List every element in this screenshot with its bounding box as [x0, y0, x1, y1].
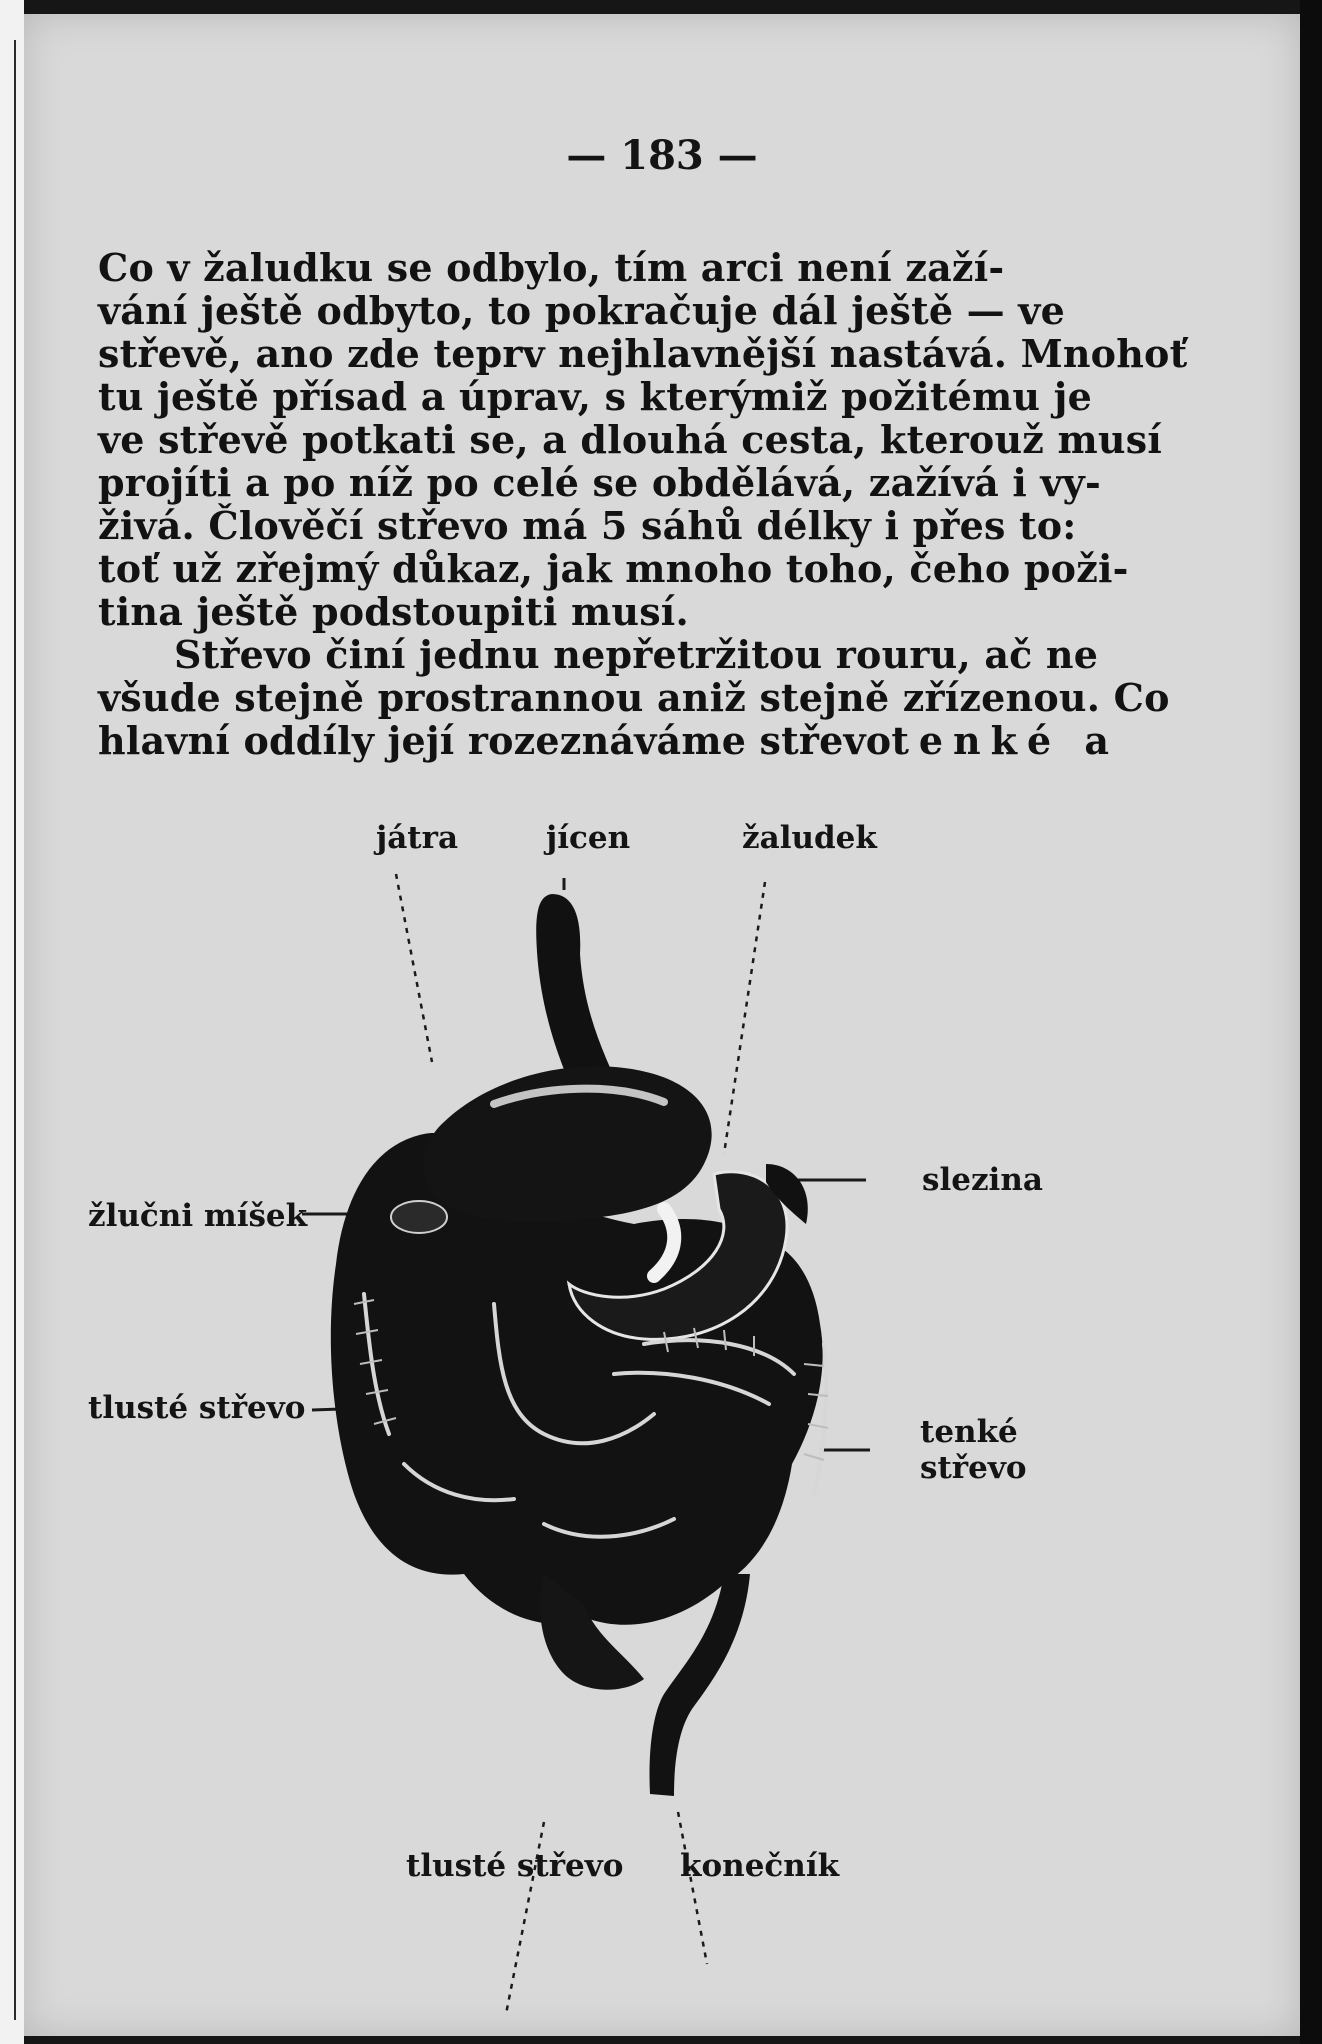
- page-number: — 183 —: [566, 132, 758, 179]
- text-line: projíti a po níž po celé se obdělává, zažívá i vy-: [98, 460, 1101, 505]
- text-line: živá. Člověčí střevo má 5 sáhů délky i přes to:: [98, 503, 1077, 548]
- text-line: vání ještě odbyto, to pokračuje dál ještě — ve: [98, 288, 1065, 333]
- label-liver: játra: [376, 820, 459, 856]
- leader-stomach: [724, 882, 765, 1154]
- text-line: hlavní oddíly její rozeznáváme střevo tenké a: [98, 718, 1120, 763]
- label-gallbladder: žlučni míšek: [88, 1198, 308, 1234]
- organs: [331, 894, 828, 1796]
- text-line: toť už zřejmý důkaz, jak mnoho toho, čeho poži-: [98, 546, 1129, 591]
- leader-liver: [396, 874, 432, 1062]
- right-scan-border: [1300, 0, 1322, 2044]
- text-line: střevě, ano zde teprv nejhlavnější nastává. Mnohoť: [98, 331, 1188, 376]
- label-large-intestine-bottom: tlusté střevo: [406, 1848, 624, 1884]
- book-page: [24, 14, 1300, 2036]
- text-line: Co v žaludku se odbylo, tím arci není zaží-: [98, 245, 1005, 290]
- label-small-intestine-2: střevo: [920, 1450, 1027, 1486]
- text-line: ve střevě potkati se, a dlouhá cesta, kterouž musí: [98, 417, 1162, 462]
- leader-rectum: [678, 1812, 707, 1964]
- label-rectum: konečník: [680, 1848, 840, 1884]
- label-spleen: slezina: [922, 1162, 1043, 1198]
- text-line: Střevo činí jednu nepřetržitou rouru, ač ne: [174, 632, 1099, 677]
- left-page-edge: [0, 0, 24, 2044]
- label-large-intestine: tlusté střevo: [88, 1390, 306, 1426]
- binding-line: [14, 40, 16, 2020]
- label-stomach: žaludek: [742, 820, 877, 856]
- text-line: tu ještě přísad a úprav, s kterýmiž požitému je: [98, 374, 1092, 419]
- label-small-intestine-1: tenké: [920, 1414, 1018, 1450]
- text-line: všude stejně prostrannou aniž stejně zřízenou. Co: [98, 675, 1170, 720]
- label-esophagus: jícen: [546, 820, 631, 856]
- digestive-system-illustration: [24, 14, 1300, 2036]
- gallbladder-shape: [391, 1201, 447, 1233]
- text-line: tina ještě podstoupiti musí.: [98, 589, 689, 634]
- spaced-word: tenké a: [891, 718, 1120, 763]
